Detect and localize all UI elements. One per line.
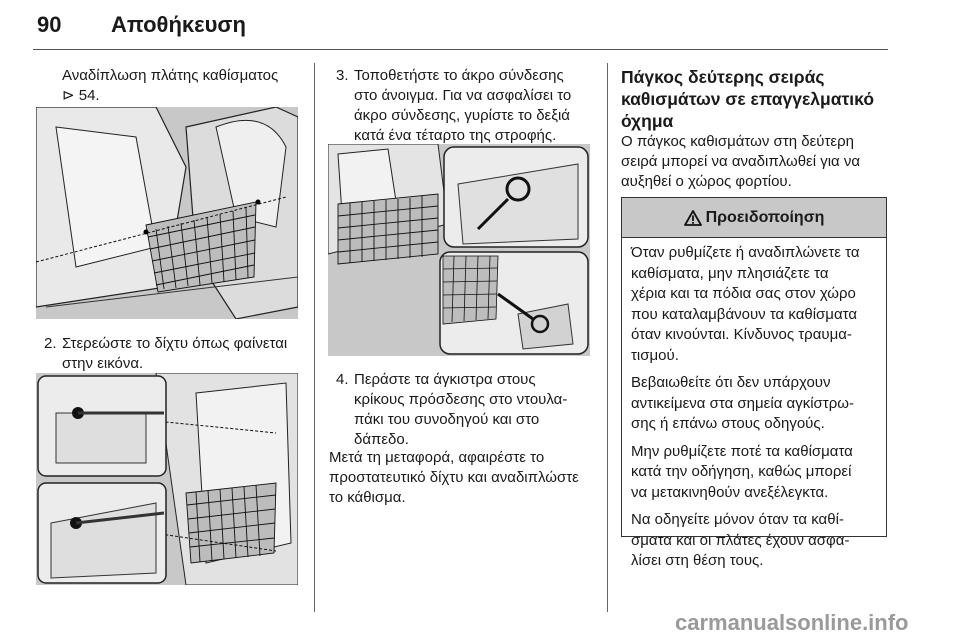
step-2-line: στην εικόνα. <box>62 355 144 372</box>
step-2-line: Στερεώστε το δίχτυ όπως φαίνεται <box>62 335 288 352</box>
warning-line: σης ή επάνω στους οδηγούς. <box>631 415 825 432</box>
warning-line: αντικείμενα στα σημεία αγκίστρω- <box>631 394 854 412</box>
after-line: το κάθισμα. <box>329 489 406 506</box>
step-3-line: κατά ένα τέταρτο της στροφής. <box>354 127 557 144</box>
step-3-line: άκρο σύνδεσης, γυρίστε το δεξιά <box>354 107 570 124</box>
step-4-text <box>354 370 567 450</box>
step-4-line: πάκι του συνοδηγού και στο <box>354 411 540 428</box>
warning-line: που καταλαμβάνουν τα καθίσματα <box>631 305 857 323</box>
paragraph-line: αυξηθεί ο χώρος φορτίου. <box>621 173 792 190</box>
warning-line: χέρια και τα πόδια σας στον χώρο <box>631 285 856 302</box>
after-line: προστατευτικό δίχτυ και αναδιπλώστε <box>329 469 579 486</box>
reference-arrow-icon: ⊳ <box>62 87 75 104</box>
warning-line: κατά την οδήγηση, καθώς μπορεί <box>631 463 852 480</box>
step-3-number: 3. <box>336 67 349 84</box>
page-number: 90 <box>37 12 62 37</box>
section-heading-line: όχημα <box>621 111 674 131</box>
step-4-line: δάπεδο. <box>354 431 409 448</box>
warning-header <box>622 198 886 238</box>
warning-paragraph <box>631 243 878 366</box>
step-4-line: Περάστε τα άγκιστρα στους <box>354 371 536 388</box>
warning-title: Προειδοποίηση <box>705 208 825 226</box>
warning-paragraph <box>631 510 878 572</box>
warning-body <box>622 238 886 572</box>
step-4-number: 4. <box>336 371 349 388</box>
step-3-line: Τοποθετήστε το άκρο σύνδεσης <box>354 67 564 84</box>
warning-paragraph <box>631 442 878 504</box>
warning-box <box>621 197 887 569</box>
warning-line: Όταν ρυθμίζετε ή αναδιπλώνετε τα <box>631 244 860 261</box>
column-divider-1 <box>314 63 315 612</box>
step-3-line: στο άνοιγμα. Για να ασφαλίσει το <box>354 87 572 104</box>
warning-line: Μην ρυθμίζετε ποτέ τα καθίσματα <box>631 442 853 460</box>
intro-text <box>62 66 278 106</box>
after-line: Μετά τη μεταφορά, αφαιρέστε το <box>329 449 545 466</box>
figure-seat-net <box>36 107 298 319</box>
warning-line: καθίσματα, μην πλησιάζετε τα <box>631 264 829 282</box>
paragraph-line: Ο πάγκος καθισμάτων στη δεύτερη <box>621 133 854 150</box>
warning-line: Βεβαιωθείτε ότι δεν υπάρχουν <box>631 374 831 391</box>
section-heading <box>621 66 874 132</box>
section-paragraph <box>621 132 860 192</box>
page-title: Αποθήκευση <box>111 12 246 37</box>
step-4-line: κρίκους πρόσδεσης στο ντουλα- <box>354 391 568 408</box>
warning-paragraph <box>631 373 878 435</box>
after-transport-text <box>329 448 579 508</box>
paragraph-line: σειρά μπορεί να αναδιπλωθεί για να <box>621 153 861 170</box>
warning-line: σματα και οι πλάτες έχουν ασφα- <box>631 531 850 549</box>
warning-line: λίσει στη θέση τους. <box>631 552 764 569</box>
step-2-number: 2. <box>44 335 57 352</box>
warning-line: Να οδηγείτε μόνον όταν τα καθί- <box>631 511 844 528</box>
intro-line: Αναδίπλωση πλάτης καθίσματος <box>62 67 279 84</box>
figure-net-hooks <box>36 373 298 585</box>
figure-net-connector <box>328 144 590 356</box>
reference-page: 54. <box>78 87 100 104</box>
page-reference[interactable] <box>62 86 278 106</box>
footer-watermark-url[interactable]: carmanualsonline.info <box>675 610 909 635</box>
step-2-text <box>62 334 287 374</box>
warning-line: τισμού. <box>631 346 679 364</box>
column-divider-2 <box>607 63 608 612</box>
page-header <box>33 0 888 50</box>
warning-line: να μετακινηθούν ανεξέλεγκτα. <box>631 483 829 501</box>
warning-triangle-icon <box>684 210 702 226</box>
section-heading-line: καθισμάτων σε επαγγελματικό <box>621 89 875 109</box>
step-3-text <box>354 66 571 146</box>
section-heading-line: Πάγκος δεύτερης σειράς <box>621 67 825 87</box>
warning-line: όταν κινούνται. Κίνδυνος τραυμα- <box>631 326 852 343</box>
